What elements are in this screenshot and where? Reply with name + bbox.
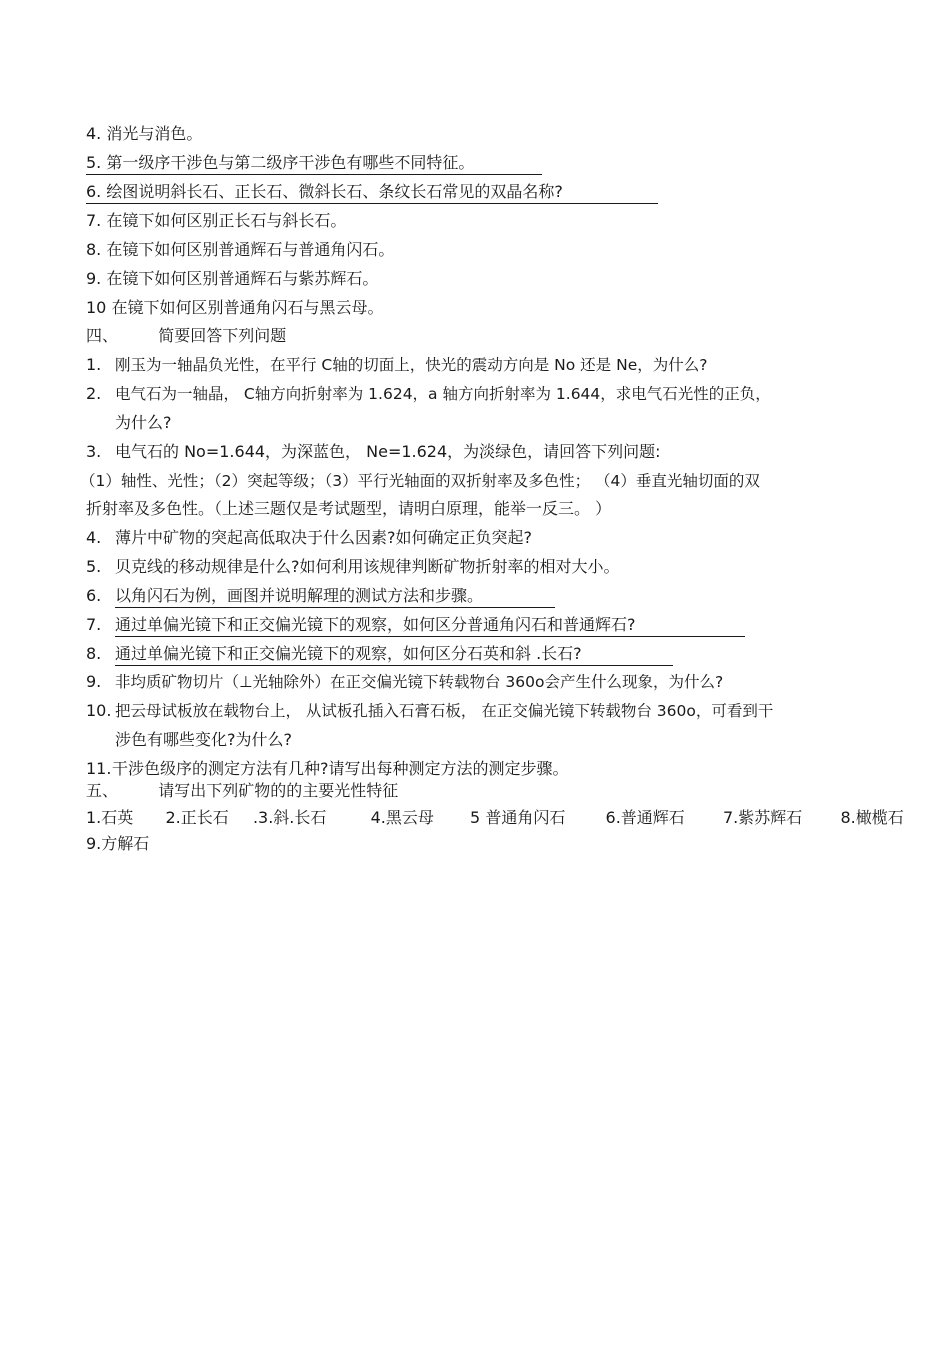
part5-heading-text: 请写出下列矿物的的主要光性特征 — [158, 781, 399, 800]
part4-question-4: 薄片中矿物的突起高低取决于什么因素?如何确定正负突起? — [115, 528, 532, 547]
mineral-item: 7.紫苏辉石 — [722, 808, 803, 827]
part4-question-1: 刚玉为一轴晶负光性，在平行 C轴的切面上，快光的震动方向是 No 还是 Ne，为什么? — [115, 356, 708, 374]
part3-question-7: 7. 在镜下如何区别正长石与斜长石。 — [86, 211, 347, 230]
part3-question-6-text: 6. 绘图说明斜长石、正长石、微斜长石、条纹长石常见的双晶名称? — [86, 182, 658, 204]
part3-question-9: 9. 在镜下如何区别普通辉石与紫苏辉石。 — [86, 269, 379, 288]
part4-question-8-text: 通过单偏光镜下和正交偏光镜下的观察，如何区分石英和斜 .长石? — [115, 644, 673, 666]
mineral-item: 1.石英 — [86, 808, 134, 827]
part4-heading — [86, 326, 286, 350]
mineral-item: 9.方解石 — [86, 834, 150, 853]
part4-q8-num: 8. — [86, 644, 102, 663]
mineral-item: 8.橄榄石 — [840, 808, 904, 827]
part4-q6-num: 6. — [86, 586, 102, 605]
part3-question-6 — [86, 182, 658, 206]
part4-question-10-line1: 把云母试板放在载物台上， 从试板孔插入石膏石板， 在正交偏光镜下转载物台 360o，可看到干 — [115, 702, 774, 720]
part4-question-3-line1: 电气石的 No=1.644，为深蓝色， Ne=1.624，为淡绿色，请回答下列问题: — [115, 442, 661, 461]
part4-question-8 — [115, 644, 673, 668]
mineral-item: 2.正长石 — [165, 808, 229, 827]
part4-question-2-line1: 电气石为一轴晶， C轴方向折射率为 1.624，a 轴方向折射率为 1.644，求电气石光性的正负， — [115, 385, 771, 403]
part4-q11-num: 11. — [86, 759, 112, 778]
part4-question-2-line2: 为什么? — [115, 413, 172, 432]
part5-heading — [86, 781, 398, 805]
part4-question-9: 非均质矿物切片（⊥光轴除外）在正交偏光镜下转载物台 360o会产生什么现象，为什么? — [115, 673, 724, 691]
part5-mineral-list — [86, 808, 904, 832]
part4-question-3-line3: 折射率及多色性。（上述三题仅是考试题型，请明白原理，能举一反三。 ） — [86, 499, 612, 518]
mineral-item: .3.斜.长石 — [252, 808, 327, 827]
part4-q1-num: 1. — [86, 355, 102, 374]
part3-question-5 — [86, 153, 542, 177]
part4-question-7-text: 通过单偏光镜下和正交偏光镜下的观察，如何区分普通角闪石和普通辉石? — [115, 615, 745, 637]
part4-heading-text: 简要回答下列问题 — [158, 326, 287, 345]
mineral-item: 4.黑云母 — [370, 808, 434, 827]
part5-mineral-list-line2 — [86, 834, 149, 858]
part4-question-3-line2: （1）轴性、光性；（2）突起等级；（3）平行光轴面的双折射率及多色性； （4）垂直光轴切面的双 — [80, 472, 760, 490]
part4-q9-num: 9. — [86, 672, 102, 691]
part4-question-6 — [115, 586, 555, 610]
mineral-item: 5 普通角闪石 — [470, 808, 566, 827]
part4-question-5: 贝克线的移动规律是什么?如何利用该规律判断矿物折射率的相对大小。 — [115, 557, 620, 576]
part3-question-10: 10 在镜下如何区别普通角闪石与黑云母。 — [86, 298, 384, 317]
part5-heading-num: 五、 — [86, 781, 119, 800]
part3-question-8: 8. 在镜下如何区别普通辉石与普通角闪石。 — [86, 240, 395, 259]
part3-question-5-text: 5. 第一级序干涉色与第二级序干涉色有哪些不同特征。 — [86, 153, 542, 175]
mineral-item: 6.普通辉石 — [605, 808, 685, 827]
part4-question-7 — [115, 615, 745, 639]
part4-question-10-line2: 涉色有哪些变化?为什么? — [115, 730, 292, 749]
part4-q10-num: 10. — [86, 701, 112, 720]
part4-q7-num: 7. — [86, 615, 102, 634]
part4-q2-num: 2. — [86, 384, 102, 403]
part4-heading-num: 四、 — [86, 326, 119, 345]
part4-q3-num: 3. — [86, 442, 102, 461]
part4-q5-num: 5. — [86, 557, 102, 576]
part4-q4-num: 4. — [86, 528, 102, 547]
part3-question-4: 4. 消光与消色。 — [86, 124, 203, 143]
part4-question-11: 干涉色级序的测定方法有几种?请写出每种测定方法的测定步骤。 — [112, 759, 569, 778]
part4-question-6-text: 以角闪石为例，画图并说明解理的测试方法和步骤。 — [115, 586, 555, 608]
